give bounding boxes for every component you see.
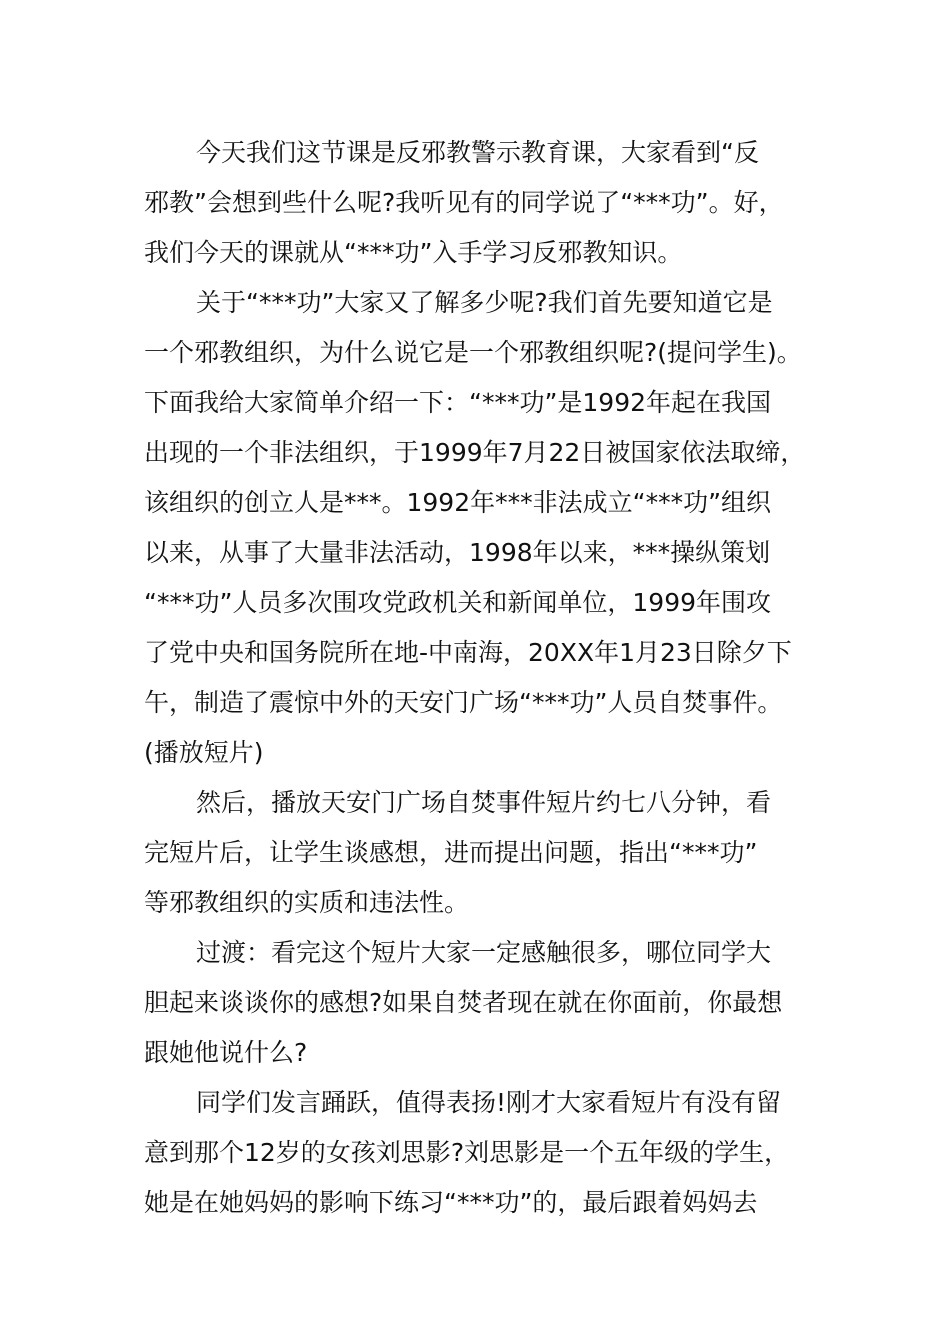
text-line: 邪教”会想到些什么呢?我听见有的同学说了“***功”。好，: [144, 188, 784, 217]
text-line: 该组织的创立人是***。1992年***非法成立“***功”组织: [144, 488, 772, 517]
text-line: 胆起来谈谈你的感想?如果自焚者现在就在你面前，你最想: [144, 988, 783, 1017]
text-line: 午，制造了震惊中外的天安门广场“***功”人员自焚事件。: [144, 688, 783, 717]
text-line: 了党中央和国务院所在地-中南海，20XX年1月23日除夕下: [144, 638, 792, 667]
text-line: 跟她他说什么?: [144, 1038, 308, 1067]
text-line: “***功”人员多次围攻党政机关和新闻单位，1999年围攻: [144, 588, 772, 617]
text-line: 意到那个12岁的女孩刘思影?刘思影是一个五年级的学生，: [144, 1138, 790, 1167]
text-line: 下面我给大家简单介绍一下：“***功”是1992年起在我国: [144, 388, 772, 417]
text-line: 以来，从事了大量非法活动，1998年以来，***操纵策划: [144, 538, 771, 567]
text-line: 同学们发言踊跃，值得表扬!刚才大家看短片有没有留: [196, 1088, 782, 1117]
text-line: 出现的一个非法组织，于1999年7月22日被国家依法取缔，: [144, 438, 806, 467]
text-line: 完短片后，让学生谈感想，进而提出问题，指出“***功”: [144, 838, 758, 867]
text-line: 我们今天的课就从“***功”入手学习反邪教知识。: [144, 238, 683, 267]
text-line: 等邪教组织的实质和违法性。: [144, 888, 470, 917]
text-line: (播放短片): [144, 738, 264, 767]
text-line: 她是在她妈妈的影响下练习“***功”的，最后跟着妈妈去: [144, 1188, 758, 1217]
text-line: 关于“***功”大家又了解多少呢?我们首先要知道它是: [196, 288, 773, 317]
document-body: [144, 128, 814, 1228]
text-line: 过渡：看完这个短片大家一定感触很多，哪位同学大: [196, 938, 772, 967]
text-line: 然后，播放天安门广场自焚事件短片约七八分钟，看: [196, 788, 772, 817]
text-line: 一个邪教组织，为什么说它是一个邪教组织呢?(提问学生)。: [144, 338, 802, 367]
text-line: 今天我们这节课是反邪教警示教育课，大家看到“反: [196, 138, 759, 167]
